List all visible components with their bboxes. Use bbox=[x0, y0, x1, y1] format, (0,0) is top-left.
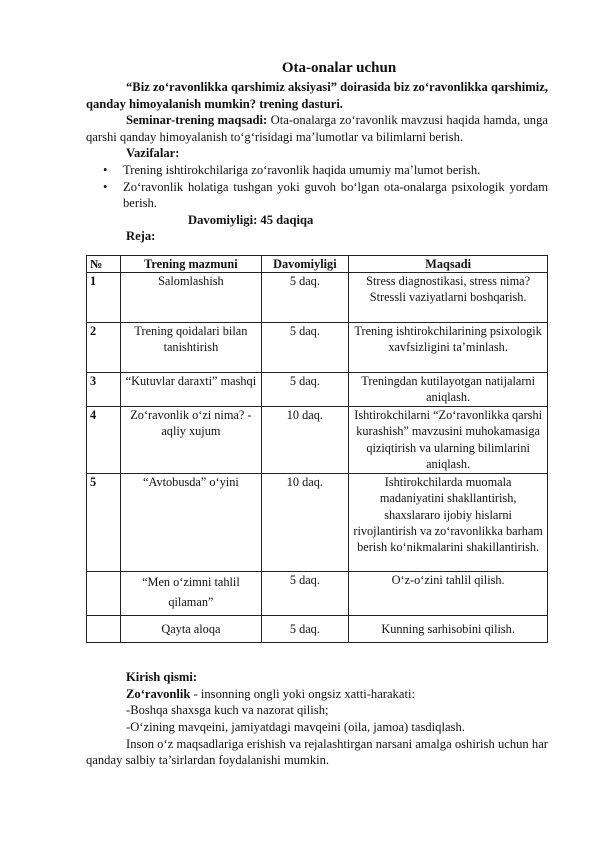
term: Zo‘ravonlik bbox=[126, 686, 191, 701]
table-row bbox=[87, 572, 548, 616]
plan-label: Reja: bbox=[126, 229, 156, 244]
table-row bbox=[87, 616, 548, 643]
task-text: Zo‘ravonlik holatiga tushgan yoki guvoh bo‘lgan ota-onalarga psixologik yordam berish. bbox=[123, 179, 548, 211]
header-content: Trening mazmuni bbox=[121, 255, 261, 272]
intro-heading: Kirish qismi: bbox=[126, 670, 198, 685]
cell-duration: 5 daq. bbox=[261, 323, 349, 373]
goal-text: Ota-onalarga zo‘ravonlik mavzusi haqida hamda, unga qarshi qanday himoyalanish to‘g‘risidagi ma’lumotlar va bilimlarni berish. bbox=[86, 113, 548, 144]
intro-point: -Boshqa shaxsga kuch va nazorat qilish; bbox=[126, 703, 329, 718]
closing-paragraph: Inson o‘z maqsadlariga erishish va rejalashtirgan narsani amalga oshirish uchun har qanday salbiy ta’sirlardan foydalanishi mumkin. bbox=[86, 736, 548, 768]
table-row bbox=[87, 373, 548, 407]
table-header-row bbox=[87, 255, 548, 272]
cell-content: “Men o‘zimni tahlil qilaman” bbox=[121, 572, 261, 616]
tasks-list bbox=[86, 162, 548, 212]
cell-duration: 5 daq. bbox=[261, 616, 349, 643]
intro-point: -O‘zining mavqeini, jamiyatdagi mavqeini (oila, jamoa) tasdiqlash. bbox=[126, 719, 465, 734]
cell-content: Zo‘ravonlik o‘zi nima? - aqliy xujum bbox=[121, 407, 261, 474]
cell-duration: 5 daq. bbox=[261, 572, 349, 616]
cell-goal: Kunning sarhisobini qilish. bbox=[349, 616, 548, 643]
cell-number: 4 bbox=[87, 407, 121, 474]
duration-line: Davomiyligi: 45 daqiqa bbox=[188, 212, 314, 227]
cell-content: “Avtobusda” o‘yini bbox=[121, 474, 261, 572]
cell-goal: Stress diagnostikasi, stress nima? Stressli vaziyatlarni boshqarish. bbox=[349, 273, 548, 323]
table-row bbox=[87, 273, 548, 323]
table-row bbox=[87, 474, 548, 572]
cell-number bbox=[87, 616, 121, 643]
bullet-icon: • bbox=[103, 179, 108, 194]
document-page bbox=[86, 58, 548, 769]
cell-goal: Trening ishtirokchilarining psixologik xavfsizligini ta’minlash. bbox=[349, 323, 548, 373]
definition-line bbox=[86, 686, 548, 703]
cell-duration: 5 daq. bbox=[261, 273, 349, 323]
definition-text: - insonning ongli yoki ongsiz xatti-harakati: bbox=[190, 686, 415, 701]
cell-goal: Ishtirokchilarni “Zo‘ravonlikka qarshi kurashish” mavzusini muhokamasiga qiziqtirish va ularning bilimlarini aniqlash. bbox=[349, 407, 548, 474]
cell-number bbox=[87, 572, 121, 616]
table-row bbox=[87, 323, 548, 373]
task-text: Trening ishtirokchilariga zo‘ravonlik haqida umumiy ma’lumot berish. bbox=[123, 162, 481, 177]
table-row bbox=[87, 407, 548, 474]
tasks-label: Vazifalar: bbox=[126, 146, 180, 161]
cell-goal: Treningdan kutilayotgan natijalarni aniqlash. bbox=[349, 373, 548, 407]
task-item bbox=[86, 162, 548, 179]
task-item bbox=[86, 179, 548, 212]
cell-content: Qayta aloqa bbox=[121, 616, 261, 643]
cell-duration: 10 daq. bbox=[261, 474, 349, 572]
cell-number: 5 bbox=[87, 474, 121, 572]
cell-goal: Ishtirokchilarda muomala madaniyatini shakllantirish, shaxslararo ijobiy hislarni rivojlantirish va zo‘ravonlikka barham berish ko‘nikmalarini shakillantirish. bbox=[349, 474, 548, 572]
bullet-icon: • bbox=[103, 162, 108, 177]
header-goal: Maqsadi bbox=[349, 255, 548, 272]
cell-number: 3 bbox=[87, 373, 121, 407]
plan-table bbox=[86, 255, 548, 643]
goal-paragraph bbox=[86, 112, 548, 145]
cell-content: Trening qoidalari bilan tanishtirish bbox=[121, 323, 261, 373]
cell-duration: 5 daq. bbox=[261, 373, 349, 407]
cell-goal: O‘z-o‘zini tahlil qilish. bbox=[349, 572, 548, 616]
intro-section bbox=[86, 669, 548, 769]
goal-label: Seminar-trening maqsadi: bbox=[126, 113, 268, 128]
header-duration: Davomiyligi bbox=[261, 255, 349, 272]
document-title: Ota-onalar uchun bbox=[281, 60, 397, 76]
cell-content: Salomlashish bbox=[121, 273, 261, 323]
cell-number: 1 bbox=[87, 273, 121, 323]
header-number: № bbox=[87, 255, 121, 272]
cell-number: 2 bbox=[87, 323, 121, 373]
cell-duration: 10 daq. bbox=[261, 407, 349, 474]
cell-content: “Kutuvlar daraxti” mashqi bbox=[121, 373, 261, 407]
program-subtitle: “Biz zo‘ravonlikka qarshimiz aksiyasi” doirasida biz zo‘ravonlikka qarshimiz, qanday himoyalanish mumkin? trening dasturi. bbox=[86, 80, 548, 111]
